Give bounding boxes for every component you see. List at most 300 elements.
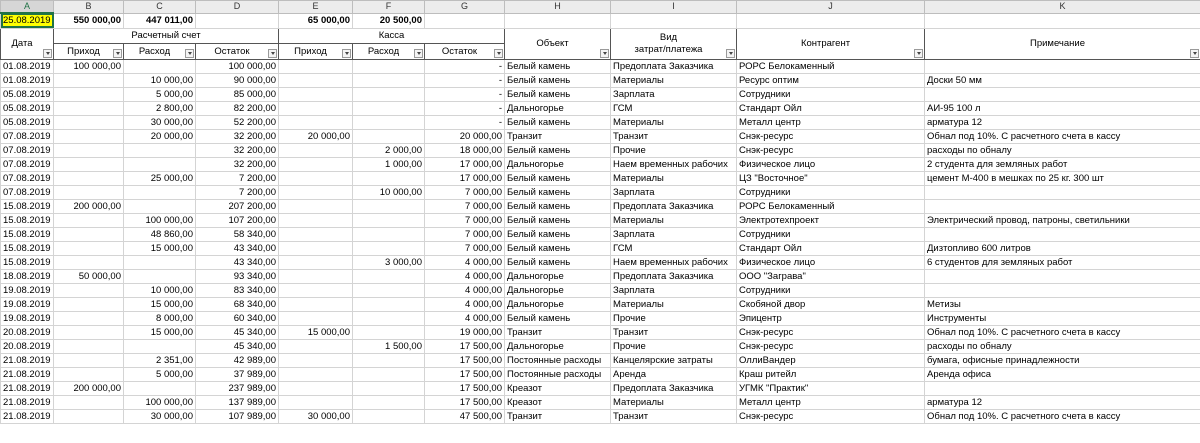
cell-cash-expense[interactable] [353,325,425,339]
cell-counterparty[interactable]: Краш ритейл [737,367,925,381]
cell-cash-expense[interactable] [353,283,425,297]
cell-cash-income[interactable] [279,241,353,255]
cell-note[interactable]: Метизы [925,297,1200,311]
cell-expense-type[interactable]: Транзит [611,409,737,423]
cell-account-income[interactable]: 200 000,00 [54,199,124,213]
cell-note[interactable]: Электрический провод, патроны, светильники [925,213,1200,227]
header-object[interactable] [505,28,611,59]
column-header-j[interactable]: J [737,1,925,14]
cell-account-income[interactable] [54,409,124,423]
cell-expense-type[interactable]: Зарплата [611,87,737,101]
cell-cash-income[interactable] [279,185,353,199]
cell-cash-expense[interactable]: 1 500,00 [353,339,425,353]
cell-counterparty[interactable]: Снэк-ресурс [737,325,925,339]
cell-cash-expense[interactable] [353,199,425,213]
cell-account-balance[interactable]: 60 340,00 [196,311,279,325]
cell-object[interactable]: Белый камень [505,185,611,199]
cell-cash-income[interactable] [279,297,353,311]
cell-object[interactable]: Креазот [505,381,611,395]
cell-account-balance[interactable]: 7 200,00 [196,171,279,185]
cell-cash-income[interactable] [279,269,353,283]
filter-dropdown-icon[interactable] [185,49,194,58]
cell-account-income[interactable] [54,115,124,129]
cell-account-expense[interactable]: 15 000,00 [124,325,196,339]
cell-counterparty[interactable]: УГМК "Практик" [737,381,925,395]
header-cash-expense[interactable] [353,43,425,59]
cell-counterparty[interactable]: Снэк-ресурс [737,143,925,157]
cell-expense-type[interactable]: Зарплата [611,227,737,241]
cell-date[interactable]: 20.08.2019 [1,339,54,353]
cell-object[interactable]: Белый камень [505,227,611,241]
cell-counterparty[interactable]: ЦЗ "Восточное" [737,171,925,185]
cell-account-expense[interactable]: 25 000,00 [124,171,196,185]
cell-date[interactable]: 05.08.2019 [1,115,54,129]
cell-account-income[interactable] [54,283,124,297]
cell-account-balance[interactable]: 207 200,00 [196,199,279,213]
cell-account-income[interactable] [54,395,124,409]
cell-cash-income[interactable] [279,115,353,129]
cell-counterparty[interactable]: Металл центр [737,395,925,409]
cell-date[interactable]: 01.08.2019 [1,59,54,73]
cell-cash-income[interactable] [279,87,353,101]
cell-expense-type[interactable]: Прочие [611,143,737,157]
cell-expense-type[interactable]: Предоплата Заказчика [611,59,737,73]
header-cash[interactable]: Касса [279,28,505,43]
cell-account-expense[interactable]: 100 000,00 [124,395,196,409]
cell-cash-balance[interactable]: 18 000,00 [425,143,505,157]
filter-dropdown-icon[interactable] [43,49,52,58]
cell-counterparty[interactable]: Эпицентр [737,311,925,325]
cell-account-expense[interactable] [124,59,196,73]
cell-account-expense[interactable]: 15 000,00 [124,241,196,255]
cell-cash-expense[interactable] [353,311,425,325]
cell-account-expense[interactable] [124,269,196,283]
cell-note[interactable] [925,283,1200,297]
cell-object[interactable]: Дальногорье [505,101,611,115]
cell-cash-expense[interactable]: 2 000,00 [353,143,425,157]
cell-cash-balance[interactable]: 7 000,00 [425,241,505,255]
cell-note[interactable] [925,269,1200,283]
cell-object[interactable]: Дальногорье [505,297,611,311]
cell-date[interactable]: 18.08.2019 [1,269,54,283]
cell-note[interactable]: расходы по обналу [925,143,1200,157]
cell-date[interactable]: 15.08.2019 [1,227,54,241]
cell-cash-balance[interactable]: - [425,87,505,101]
cell-object[interactable]: Белый камень [505,199,611,213]
cell-cash-income[interactable] [279,143,353,157]
cell-object[interactable]: Транзит [505,129,611,143]
cell-account-expense[interactable] [124,381,196,395]
cell-object[interactable]: Белый камень [505,59,611,73]
cell-expense-type[interactable]: Транзит [611,129,737,143]
cell-object[interactable]: Транзит [505,409,611,423]
cell-cash-income[interactable]: 20 000,00 [279,129,353,143]
cell-cash-balance[interactable]: - [425,115,505,129]
cell-note[interactable]: 2 студента для земляных работ [925,157,1200,171]
cell-account-expense[interactable]: 48 860,00 [124,227,196,241]
cell-object[interactable]: Белый камень [505,87,611,101]
filter-dropdown-icon[interactable] [914,49,923,58]
column-header-k[interactable]: K [925,1,1200,14]
cell-object[interactable]: Белый камень [505,213,611,227]
cell-cash-income[interactable] [279,255,353,269]
header-cash-income[interactable] [279,43,353,59]
cell-date[interactable]: 07.08.2019 [1,129,54,143]
cell-cash-expense[interactable] [353,269,425,283]
cell-expense-type[interactable]: Материалы [611,297,737,311]
cell-cash-balance[interactable]: 7 000,00 [425,199,505,213]
cell-cash-balance[interactable]: - [425,101,505,115]
cell-counterparty[interactable]: Стандарт Ойл [737,101,925,115]
header-date[interactable] [1,28,54,59]
cell-note[interactable]: Дизтопливо 600 литров [925,241,1200,255]
cell-note[interactable]: цемент М-400 в мешках по 25 кг. 300 шт [925,171,1200,185]
cell-account-income[interactable] [54,129,124,143]
cell-cash-balance[interactable]: 7 000,00 [425,185,505,199]
cell-note[interactable]: Аренда офиса [925,367,1200,381]
cell-account-income[interactable] [54,73,124,87]
cell-date[interactable]: 21.08.2019 [1,409,54,423]
cell-cash-income[interactable] [279,73,353,87]
cell-account-balance[interactable]: 107 989,00 [196,409,279,423]
cell-account-income[interactable] [54,311,124,325]
cell-account-balance[interactable]: 107 200,00 [196,213,279,227]
total-account-expense[interactable]: 447 011,00 [124,13,196,28]
cell-cash-balance[interactable]: 4 000,00 [425,269,505,283]
cell-cash-expense[interactable] [353,227,425,241]
cell-cash-balance[interactable]: 7 000,00 [425,227,505,241]
cell-cash-expense[interactable] [353,409,425,423]
cell-counterparty[interactable]: Физическое лицо [737,255,925,269]
column-header-d[interactable]: D [196,1,279,14]
cell-date[interactable]: 07.08.2019 [1,171,54,185]
cell-note[interactable]: 6 студентов для земляных работ [925,255,1200,269]
cell-cash-expense[interactable] [353,297,425,311]
cell-cash-expense[interactable] [353,381,425,395]
cell-date[interactable]: 19.08.2019 [1,283,54,297]
cell-counterparty[interactable]: Скобяной двор [737,297,925,311]
cell-counterparty[interactable]: Ресурс оптим [737,73,925,87]
cell-account-balance[interactable]: 43 340,00 [196,255,279,269]
cell-date[interactable]: 05.08.2019 [1,101,54,115]
cell-account-income[interactable] [54,213,124,227]
cell-account-expense[interactable]: 30 000,00 [124,409,196,423]
cell-cash-balance[interactable]: 4 000,00 [425,255,505,269]
cell-expense-type[interactable]: Канцелярские затраты [611,353,737,367]
cell-date[interactable]: 15.08.2019 [1,213,54,227]
column-header-i[interactable]: I [611,1,737,14]
cell-account-expense[interactable]: 10 000,00 [124,283,196,297]
cell-date[interactable]: 21.08.2019 [1,381,54,395]
cell-cash-expense[interactable] [353,129,425,143]
cell-object[interactable]: Белый камень [505,73,611,87]
cell-account-balance[interactable]: 100 000,00 [196,59,279,73]
cell-account-income[interactable] [54,87,124,101]
cell-note[interactable]: арматура 12 [925,115,1200,129]
cell-date[interactable]: 07.08.2019 [1,185,54,199]
cell-account-expense[interactable]: 20 000,00 [124,129,196,143]
cell-object[interactable]: Постоянные расходы [505,353,611,367]
cell-note[interactable]: арматура 12 [925,395,1200,409]
cell-counterparty[interactable]: Снэк-ресурс [737,129,925,143]
cell-note[interactable] [925,87,1200,101]
cell-date[interactable]: 21.08.2019 [1,353,54,367]
cell-account-income[interactable] [54,241,124,255]
filter-dropdown-icon[interactable] [268,49,277,58]
cell-note[interactable]: Инструменты [925,311,1200,325]
cell-expense-type[interactable]: ГСМ [611,101,737,115]
cell-expense-type[interactable]: Предоплата Заказчика [611,381,737,395]
cell-cash-balance[interactable]: 4 000,00 [425,297,505,311]
filter-dropdown-icon[interactable] [414,49,423,58]
cell-account-balance[interactable]: 237 989,00 [196,381,279,395]
cell-account-income[interactable]: 200 000,00 [54,381,124,395]
cell-counterparty[interactable]: Сотрудники [737,227,925,241]
cell-account-income[interactable]: 100 000,00 [54,59,124,73]
cell-expense-type[interactable]: Наем временных рабочих [611,157,737,171]
cell-cash-income[interactable] [279,353,353,367]
cell-account-income[interactable] [54,143,124,157]
cell-account-income[interactable] [54,297,124,311]
cell-cash-balance[interactable]: 17 500,00 [425,339,505,353]
empty-cell[interactable] [611,13,737,28]
cell-expense-type[interactable]: Зарплата [611,283,737,297]
cell-cash-expense[interactable]: 10 000,00 [353,185,425,199]
cell-account-balance[interactable]: 43 340,00 [196,241,279,255]
cell-cash-balance[interactable]: - [425,73,505,87]
cell-account-expense[interactable] [124,157,196,171]
cell-date[interactable]: 21.08.2019 [1,395,54,409]
cell-expense-type[interactable]: Транзит [611,325,737,339]
cell-cash-balance[interactable]: 20 000,00 [425,129,505,143]
cell-cash-balance[interactable]: 17 500,00 [425,395,505,409]
cell-account-income[interactable] [54,367,124,381]
cell-cash-income[interactable] [279,59,353,73]
header-type[interactable] [611,28,737,59]
cell-object[interactable]: Дальногорье [505,339,611,353]
cell-account-expense[interactable]: 5 000,00 [124,87,196,101]
cell-cash-expense[interactable]: 1 000,00 [353,157,425,171]
cell-cash-expense[interactable] [353,213,425,227]
cell-account-balance[interactable]: 85 000,00 [196,87,279,101]
cell-cash-balance[interactable]: 19 000,00 [425,325,505,339]
cell-expense-type[interactable]: Материалы [611,213,737,227]
cell-cash-income[interactable] [279,101,353,115]
cell-cash-income[interactable] [279,199,353,213]
cell-account-balance[interactable]: 58 340,00 [196,227,279,241]
cell-cash-balance[interactable]: 17 500,00 [425,381,505,395]
cell-cash-balance[interactable]: 7 000,00 [425,213,505,227]
empty-cell[interactable] [196,13,279,28]
cell-account-balance[interactable]: 37 989,00 [196,367,279,381]
cell-expense-type[interactable]: Прочие [611,311,737,325]
cell-account-income[interactable] [54,101,124,115]
cell-account-balance[interactable]: 68 340,00 [196,297,279,311]
column-header-h[interactable]: H [505,1,611,14]
cell-date[interactable]: 05.08.2019 [1,87,54,101]
cell-account-income[interactable] [54,353,124,367]
cell-cash-expense[interactable] [353,171,425,185]
cell-counterparty[interactable]: Снэк-ресурс [737,409,925,423]
cell-cash-balance[interactable]: 17 500,00 [425,367,505,381]
cell-expense-type[interactable]: Материалы [611,73,737,87]
cell-counterparty[interactable]: ОллиВандер [737,353,925,367]
cell-note[interactable]: Доски 50 мм [925,73,1200,87]
cell-account-balance[interactable]: 32 200,00 [196,143,279,157]
cell-note[interactable]: АИ-95 100 л [925,101,1200,115]
header-account[interactable]: Расчетный счет [54,28,279,43]
cell-expense-type[interactable]: Аренда [611,367,737,381]
cell-account-balance[interactable]: 45 340,00 [196,339,279,353]
cell-account-income[interactable]: 50 000,00 [54,269,124,283]
cell-date[interactable]: 19.08.2019 [1,311,54,325]
cell-cash-income[interactable]: 15 000,00 [279,325,353,339]
cell-account-expense[interactable]: 2 351,00 [124,353,196,367]
cell-cash-income[interactable] [279,171,353,185]
filter-dropdown-icon[interactable] [113,49,122,58]
cell-object[interactable]: Белый камень [505,255,611,269]
cell-counterparty[interactable]: Металл центр [737,115,925,129]
cell-cash-income[interactable] [279,227,353,241]
cell-cash-income[interactable]: 30 000,00 [279,409,353,423]
cell-counterparty[interactable]: Электротехпроект [737,213,925,227]
cell-date[interactable]: 15.08.2019 [1,255,54,269]
total-cash-income[interactable]: 65 000,00 [279,13,353,28]
cell-account-expense[interactable] [124,339,196,353]
cell-account-expense[interactable]: 100 000,00 [124,213,196,227]
cell-account-expense[interactable] [124,185,196,199]
cell-cash-balance[interactable]: 17 000,00 [425,157,505,171]
cell-date[interactable]: 07.08.2019 [1,143,54,157]
cell-object[interactable]: Дальногорье [505,157,611,171]
header-account-expense[interactable] [124,43,196,59]
cell-expense-type[interactable]: Материалы [611,171,737,185]
cell-note[interactable] [925,227,1200,241]
cell-counterparty[interactable]: Стандарт Ойл [737,241,925,255]
cell-cash-balance[interactable]: 4 000,00 [425,311,505,325]
cell-date[interactable]: 19.08.2019 [1,297,54,311]
cell-counterparty[interactable]: РОРС Белокаменный [737,59,925,73]
cell-date[interactable]: 20.08.2019 [1,325,54,339]
cell-account-income[interactable] [54,255,124,269]
cell-object[interactable]: Белый камень [505,143,611,157]
cell-cash-income[interactable] [279,381,353,395]
empty-cell[interactable] [925,13,1200,28]
cell-account-income[interactable] [54,185,124,199]
cell-cash-expense[interactable] [353,241,425,255]
cell-cash-expense[interactable] [353,395,425,409]
cell-object[interactable]: Белый камень [505,171,611,185]
cell-expense-type[interactable]: Материалы [611,115,737,129]
empty-cell[interactable] [425,13,505,28]
cell-expense-type[interactable]: Материалы [611,395,737,409]
column-header-a[interactable]: A [1,1,54,14]
cell-cash-expense[interactable] [353,353,425,367]
cell-account-balance[interactable]: 137 989,00 [196,395,279,409]
cell-account-balance[interactable]: 32 200,00 [196,129,279,143]
cell-account-income[interactable] [54,339,124,353]
cell-counterparty[interactable]: Физическое лицо [737,157,925,171]
cell-date[interactable]: 15.08.2019 [1,199,54,213]
cell-object[interactable]: Дальногорье [505,283,611,297]
cell-date[interactable]: 21.08.2019 [1,367,54,381]
cell-cash-income[interactable] [279,157,353,171]
cell-account-expense[interactable]: 8 000,00 [124,311,196,325]
cell-account-balance[interactable]: 52 200,00 [196,115,279,129]
cell-cash-income[interactable] [279,283,353,297]
cell-expense-type[interactable]: Предоплата Заказчика [611,199,737,213]
filter-dropdown-icon[interactable] [1190,49,1199,58]
cell-cash-expense[interactable] [353,59,425,73]
cell-account-balance[interactable]: 7 200,00 [196,185,279,199]
cell-cash-expense[interactable] [353,73,425,87]
cell-cash-balance[interactable]: 47 500,00 [425,409,505,423]
cell-cash-income[interactable] [279,367,353,381]
total-account-income[interactable]: 550 000,00 [54,13,124,28]
filter-dropdown-icon[interactable] [342,49,351,58]
cell-cash-income[interactable] [279,213,353,227]
cell-account-income[interactable] [54,171,124,185]
cell-object[interactable]: Постоянные расходы [505,367,611,381]
filter-dropdown-icon[interactable] [600,49,609,58]
cell-cash-expense[interactable]: 3 000,00 [353,255,425,269]
cell-expense-type[interactable]: ГСМ [611,241,737,255]
cell-expense-type[interactable]: Предоплата Заказчика [611,269,737,283]
cell-cash-expense[interactable] [353,367,425,381]
cell-object[interactable]: Белый камень [505,311,611,325]
cell-object[interactable]: Креазот [505,395,611,409]
cell-account-expense[interactable]: 10 000,00 [124,73,196,87]
cell-account-balance[interactable]: 93 340,00 [196,269,279,283]
cell-object[interactable]: Белый камень [505,115,611,129]
cell-account-expense[interactable]: 5 000,00 [124,367,196,381]
cell-account-expense[interactable] [124,199,196,213]
cell-expense-type[interactable]: Наем временных рабочих [611,255,737,269]
cell-note[interactable]: Обнал под 10%. С расчетного счета в кассу [925,409,1200,423]
cell-account-income[interactable] [54,157,124,171]
cell-note[interactable]: Обнал под 10%. С расчетного счета в кассу [925,325,1200,339]
empty-cell[interactable] [505,13,611,28]
header-counterparty[interactable] [737,28,925,59]
filter-dropdown-icon[interactable] [726,49,735,58]
cell-expense-type[interactable]: Прочие [611,339,737,353]
cell-date[interactable]: 01.08.2019 [1,73,54,87]
cell-counterparty[interactable]: Снэк-ресурс [737,339,925,353]
cell-object[interactable]: Транзит [505,325,611,339]
cell-date[interactable]: 15.08.2019 [1,241,54,255]
cell-object[interactable]: Белый камень [505,241,611,255]
cell-account-expense[interactable]: 2 800,00 [124,101,196,115]
header-account-income[interactable] [54,43,124,59]
empty-cell[interactable] [737,13,925,28]
cell-cash-balance[interactable]: 4 000,00 [425,283,505,297]
column-header-b[interactable]: B [54,1,124,14]
cell-account-income[interactable] [54,227,124,241]
header-account-balance[interactable] [196,43,279,59]
cell-cash-income[interactable] [279,339,353,353]
cell-account-balance[interactable]: 32 200,00 [196,157,279,171]
cell-account-balance[interactable]: 83 340,00 [196,283,279,297]
cell-account-balance[interactable]: 82 200,00 [196,101,279,115]
cell-note[interactable]: бумага, офисные принадлежности [925,353,1200,367]
cell-counterparty[interactable]: РОРС Белокаменный [737,199,925,213]
cell-account-expense[interactable] [124,255,196,269]
cell-note[interactable]: Обнал под 10%. С расчетного счета в кассу [925,129,1200,143]
header-cash-balance[interactable] [425,43,505,59]
cell-note[interactable] [925,381,1200,395]
cell-cash-balance[interactable]: 17 500,00 [425,353,505,367]
cell-counterparty[interactable]: Сотрудники [737,283,925,297]
